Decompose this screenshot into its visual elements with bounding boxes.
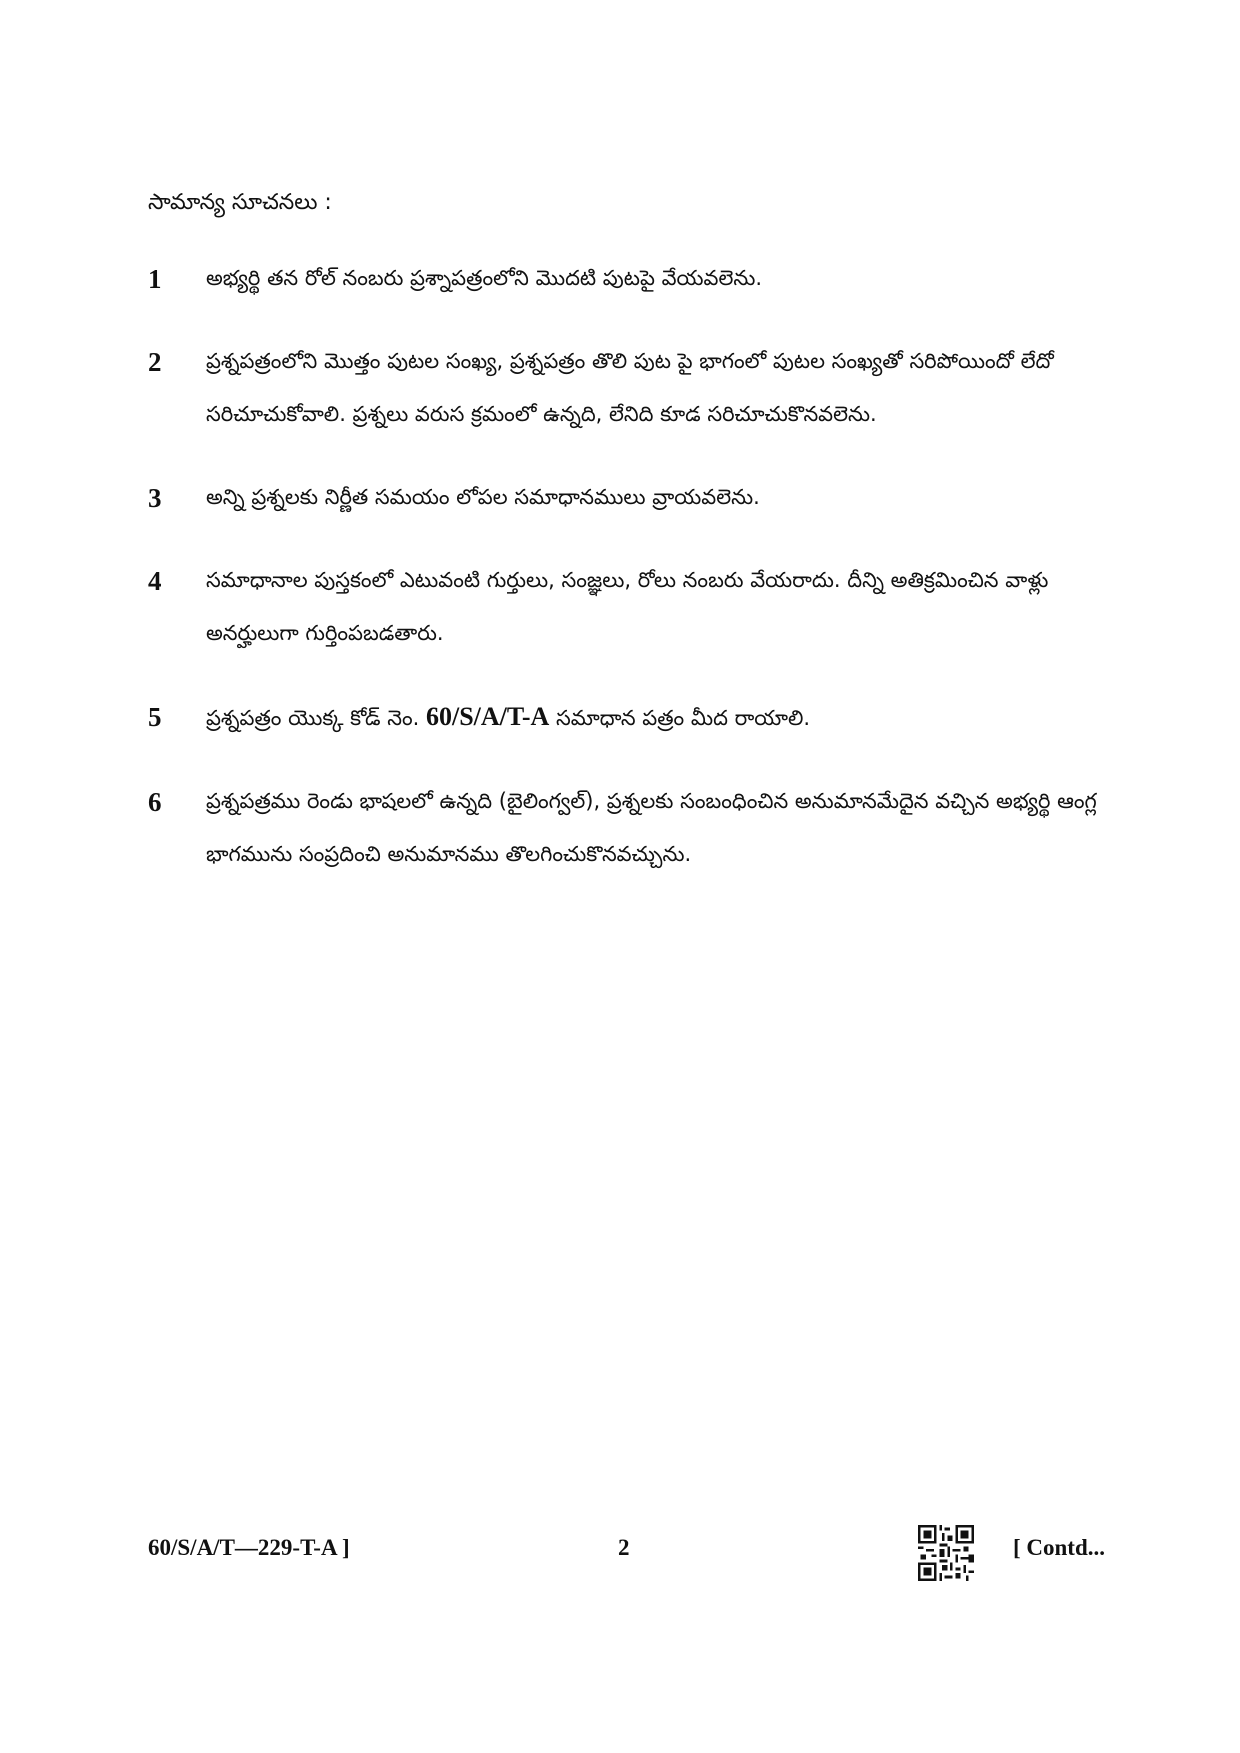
instruction-number: 3 [148, 483, 162, 513]
question-paper-code: 60/S/A/T-A [425, 702, 550, 731]
instructions-heading: సామాన్య సూచనలు : [148, 190, 332, 215]
instruction-number: 4 [148, 566, 162, 596]
instruction-item-3 [148, 479, 1123, 524]
qr-code-icon [918, 1525, 974, 1581]
instruction-text: ప్రశ్నపత్రము రెండు భాషలలో ఉన్నది (బైలింగ్వల్), ప్రశ్నలకు సంబంధించిన అనుమానమేదైన వచ్చిన అభ్యర్థి ఆంగ్ల భాగమును సంప్రదించి అనుమానము తొలగించుకొనవచ్చును. [206, 789, 1097, 866]
page-footer [0, 1525, 1240, 1585]
instruction-text: ప్రశ్నపత్రంలోని మొత్తం పుటల సంఖ్య, ప్రశ్నపత్రం తొలి పుట పై భాగంలో పుటల సంఖ్యతో సరిపోయిందో లేదో సరిచూచుకోవాలి. ప్రశ్నలు వరుస క్రమంలో ఉన్నది, లేనిది కూడ సరిచూచుకొనవలెను. [206, 349, 1054, 426]
instructions-list [148, 260, 1123, 919]
continued-label: [ Contd... [1013, 1535, 1106, 1560]
instruction-number: 5 [148, 702, 162, 732]
footer-paper-code: 60/S/A/T—229-T-A ] [148, 1535, 350, 1560]
instruction-item-4 [148, 562, 1123, 660]
page-number: 2 [618, 1535, 630, 1560]
instruction-text-after: సమాధాన పత్రం మీద రాయాలి. [549, 706, 811, 730]
instruction-item-2 [148, 343, 1123, 441]
instruction-text-before: ప్రశ్నపత్రం యొక్క కోడ్ నెం. [206, 706, 426, 730]
instruction-text: అభ్యర్థి తన రోల్ నంబరు ప్రశ్నాపత్రంలోని మొదటి పుటపై వేయవలెను. [206, 266, 763, 290]
instruction-text [206, 690, 1123, 745]
instruction-text: సమాధానాల పుస్తకంలో ఎటువంటి గుర్తులు, సంజ్ఞలు, రోలు నంబరు వేయరాదు. దీన్ని అతిక్రమించిన వాళ్లు అనర్హులుగా గుర్తింపబడతారు. [206, 568, 1049, 645]
instruction-text: అన్ని ప్రశ్నలకు నిర్ణీత సమయం లోపల సమాధానములు వ్రాయవలెను. [206, 485, 760, 509]
instruction-number: 6 [148, 787, 162, 817]
instruction-item-6 [148, 783, 1123, 881]
instruction-number: 1 [148, 264, 162, 294]
instruction-item-1 [148, 260, 1123, 305]
instruction-item-5 [148, 698, 1123, 745]
instruction-number: 2 [148, 347, 162, 377]
